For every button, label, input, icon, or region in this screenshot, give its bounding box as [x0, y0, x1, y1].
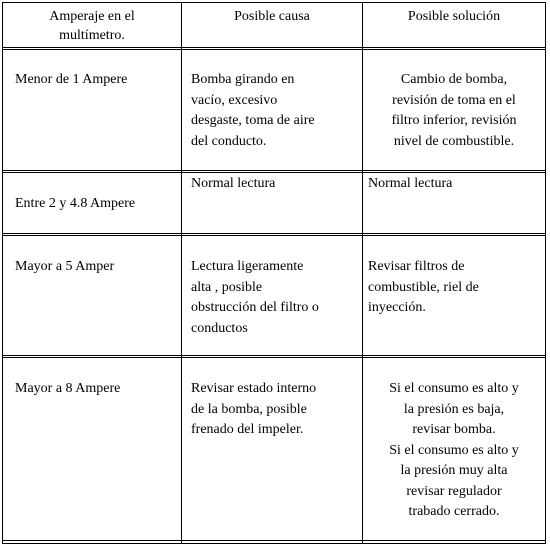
- row-divider-3b: [2, 357, 546, 358]
- row-divider-3a: [2, 355, 546, 356]
- header-posible-solucion: Posible solución: [407, 9, 501, 24]
- row-divider-1b: [2, 172, 546, 173]
- header-divider-b: [2, 49, 546, 50]
- row-divider-2b: [2, 235, 546, 236]
- row4-causa: Revisar estado interno de la bomba, posible frenado del impeler.: [191, 381, 317, 437]
- row1-causa: Bomba girando en vacío, excesivo desgaste, toma de aire del conducto.: [191, 72, 315, 149]
- table-border-top: [2, 2, 546, 3]
- row1-amperaje: Menor de 1 Ampere: [15, 72, 128, 87]
- row4-solucion: Si el consumo es alto y la presión es baja, revisar bomba. Si el consumo es alto y la presión muy alta revisar regulador trabado cerrado.: [389, 381, 519, 519]
- table-border-right: [545, 2, 546, 544]
- row2-causa: Normal lectura: [191, 176, 276, 191]
- row3-solucion: Revisar filtros de combustible, riel de inyección.: [368, 259, 479, 315]
- row2-amperaje: Entre 2 y 4.8 Ampere: [15, 196, 136, 211]
- table-border-bottom-b: [2, 543, 546, 544]
- header-amperaje: Amperaje en el multímetro.: [49, 9, 135, 43]
- column-divider-1: [181, 2, 182, 544]
- header-divider-a: [2, 47, 546, 48]
- row3-causa: Lectura ligeramente alta , posible obstrucción del filtro o conductos: [191, 259, 319, 336]
- row-divider-1a: [2, 170, 546, 171]
- row3-amperaje: Mayor a 5 Amper: [15, 259, 115, 274]
- row1-solucion: Cambio de bomba, revisión de toma en el filtro inferior, revisión nivel de combustible.: [391, 72, 517, 149]
- header-posible-causa: Posible causa: [234, 9, 310, 24]
- table-border-bottom-a: [2, 540, 546, 541]
- table-border-left: [2, 2, 3, 544]
- row4-amperaje: Mayor a 8 Ampere: [15, 381, 121, 396]
- row-divider-2a: [2, 233, 546, 234]
- row2-solucion: Normal lectura: [368, 176, 453, 191]
- column-divider-2: [362, 2, 363, 544]
